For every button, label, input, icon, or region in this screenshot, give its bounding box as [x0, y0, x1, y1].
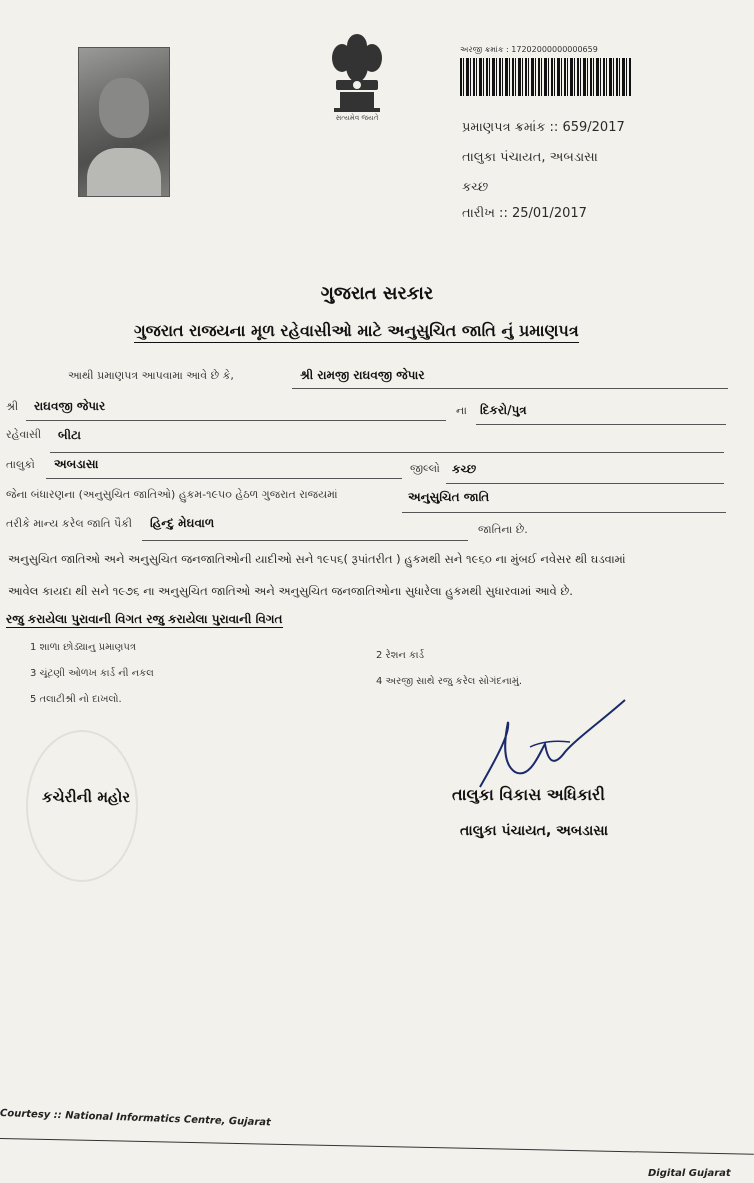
evidence-item: 4 અરજી સાથે રજુ કરેલ સોગંદનામું.: [376, 676, 523, 687]
intro-label: આથી પ્રમાણપત્ર આપવામા આવે છે કે,: [68, 369, 234, 382]
resident: બીટા: [58, 428, 81, 442]
certificate-number: પ્રમાણપત્ર ક્રમાંક :: 659/2017: [462, 120, 625, 135]
relation: દિકરો/પુત્ર: [480, 403, 527, 417]
issuer-line2: કચ્છ: [462, 180, 489, 195]
category: અનુસુચિત જાતિ: [408, 490, 490, 504]
evidence-item: 2 રેશન કાર્ડ: [376, 650, 425, 661]
officer-title: તાલુકા વિકાસ અધિકારી: [452, 785, 605, 804]
evidence-item: 1 શાળા છોડ્યાનુ પ્રમાણપત્ર: [30, 642, 136, 653]
legal-paragraph-line2: આવેલ કાયદા થી સને ૧૯૭૬ ના અનુસુચિત જાતિઓ અને અનુસુચિત જનજાતિઓના સુધારેલા હુકમથી સુધારવામાં આવે છે.: [8, 584, 573, 598]
office-seal: [26, 730, 138, 882]
footer-divider: [0, 1138, 754, 1155]
digital-gujarat-label: Digital Gujarat: [648, 1168, 731, 1179]
emblem-motto: સત્યમેવ જયતે: [335, 114, 379, 122]
applicant-photo: [78, 47, 170, 197]
national-emblem-icon: [322, 28, 392, 128]
barcode: [460, 58, 632, 96]
seal-label: કચેરીની મહોર: [42, 788, 131, 806]
caste-suffix: જાતિના છે.: [478, 523, 528, 536]
caste: હિન્દુ મેઘવાળ: [150, 516, 215, 530]
evidence-heading: રજુ કરાયેલા પુરાવાની વિગત રજુ કરાયેલા પુરાવાની વિગત: [6, 612, 283, 626]
evidence-item: 3 ચૂંટણી ઓળખ કાર્ડ ની નકલ: [30, 668, 154, 679]
father-name: રાઘવજી જેપાર: [34, 399, 106, 413]
govt-title: ગુજરાત સરકાર: [320, 283, 434, 304]
order-label: જેના બંધારણના (અનુસુચિત જાતિઓ) હુકમ-૧૯૫૦ હેઠળ ગુજરાત રાજયમાં: [6, 488, 338, 501]
relation-prefix: ના: [456, 404, 467, 417]
holder-name: શ્રી રામજી રાઘવજી જેપાર: [300, 368, 425, 382]
taluka: અબડાસા: [54, 457, 99, 471]
officer-office: તાલુકા પંચાયત, અબડાસા: [460, 823, 609, 839]
issue-date: તારીખ :: 25/01/2017: [462, 206, 587, 221]
taluka-label: તાલુકો: [6, 458, 35, 471]
application-number: અરજી ક્રમાંક : 17202000000000659: [460, 45, 598, 54]
courtesy-note: Courtesy :: National Informatics Centre, Gujarat: [0, 1108, 271, 1129]
issuer-line1: તાલુકા પંચાયત, અબડાસા: [462, 150, 598, 165]
district: કચ્છ: [452, 462, 477, 476]
father-prefix: શ્રી: [6, 400, 19, 413]
resident-label: રહેવાસી: [6, 428, 42, 441]
district-label: જીલ્લો: [410, 462, 440, 475]
legal-paragraph-line1: અનુસુચિત જાતિઓ અને અનુસુચિત જનજાતિઓની યાદીઓ સને ૧૯૫૬( રૂપાંતરીત ) હુકમથી સને ૧૯૬૦ ના મુંબઈ નવેસર થી ઘડવામાં: [8, 552, 626, 566]
certificate-title: ગુજરાત રાજયના મૂળ રહેવાસીઓ માટે અનુસુચિત જાતિ નું પ્રમાણપત્ર: [134, 321, 579, 343]
recognized-label: તરીકે માન્ય કરેલ જાતિ પૈકી: [6, 517, 133, 530]
evidence-item: 5 તલાટીશ્રી નો દાખલો.: [30, 694, 122, 705]
